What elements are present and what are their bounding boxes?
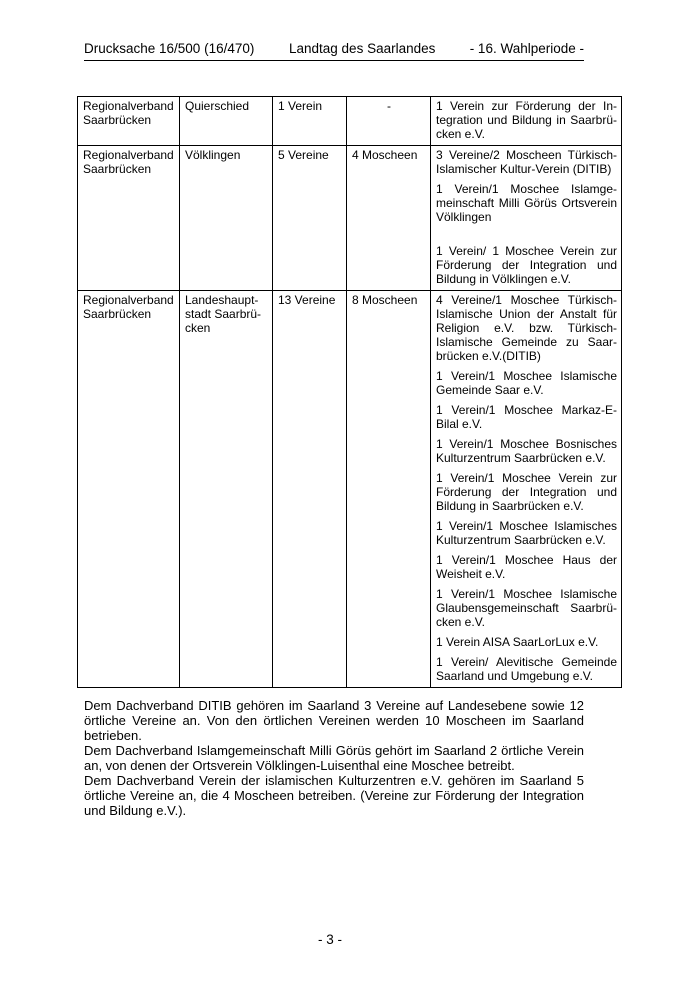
associations-cell: 13 Vereine xyxy=(273,291,347,688)
body-text xyxy=(84,698,584,818)
details-cell xyxy=(431,97,622,146)
region-cell: Regionalverband Saarbrücken xyxy=(78,291,180,688)
associations-cell: 1 Verein xyxy=(273,97,347,146)
region-cell: Regionalverband Saarbrücken xyxy=(78,97,180,146)
detail-entry: 1 Verein/ 1 Moschee Verein zur Förderung der Integration und Bildung in Völklingen e.V. xyxy=(436,244,617,286)
paragraph-vikz: Dem Dachverband Verein der islamischen Kulturzentren e.V. gehören im Saarland 5 örtliche Vereine an, die 4 Moscheen betreiben. (Vereine zur Förderung der Integration und Bildung e.V.). xyxy=(84,773,584,818)
detail-entry: 1 Verein/1 Moschee Islamisches Kulturzentrum Saarbrücken e.V. xyxy=(436,519,617,547)
detail-entry: 1 Verein zur Förderung der Integration und Bildung in Saarbrücken e.V. xyxy=(436,99,617,141)
paragraph-milli-goerues: Dem Dachverband Islamgemeinschaft Milli Görüs gehört im Saarland 2 örtliche Verein an, von denen der Ortsverein Völklingen-Luisenthal eine Moschee betreibt. xyxy=(84,743,584,773)
institution-name: Landtag des Saarlandes xyxy=(289,41,436,56)
municipality-cell: Quierschied xyxy=(180,97,273,146)
associations-cell: 5 Vereine xyxy=(273,146,347,291)
table-row xyxy=(78,291,622,688)
table-row xyxy=(78,97,622,146)
page-header xyxy=(84,40,584,61)
legislative-period: - 16. Wahlperiode - xyxy=(469,41,584,56)
detail-entry: 1 Verein/ Alevitische Gemeinde Saarland und Umgebung e.V. xyxy=(436,655,617,683)
detail-entry: 1 Verein/1 Moschee Bosnisches Kulturzentrum Saarbrücken e.V. xyxy=(436,437,617,465)
region-cell: Regionalverband Saarbrücken xyxy=(78,146,180,291)
detail-entry: 1 Verein/1 Moschee Haus der Weisheit e.V. xyxy=(436,553,617,581)
detail-entry: 1 Verein/1 Moschee Islamgemeinschaft Milli Görüs Ortsverein Völklingen xyxy=(436,182,617,224)
details-cell xyxy=(431,291,622,688)
detail-entry: 1 Verein/1 Moschee Islamische Gemeinde Saar e.V. xyxy=(436,369,617,397)
municipality-cell: Völklingen xyxy=(180,146,273,291)
mosques-cell: 8 Moscheen xyxy=(347,291,431,688)
detail-entry: 4 Vereine/1 Moschee Türkisch-Islamische Union der Anstalt für Religion e.V. bzw. Türkisch-Islamische Gemeinde zu Saarbrücken e.V.(DITIB) xyxy=(436,293,617,363)
paragraph-ditib: Dem Dachverband DITIB gehören im Saarland 3 Vereine auf Landesebene sowie 12 örtliche Vereine an. Von den örtlichen Vereinen werden 10 Moscheen im Saarland betrieben. xyxy=(84,698,584,743)
page-number: - 3 - xyxy=(317,932,342,947)
detail-entry: 1 Verein/1 Moschee Verein zur Förderung der Integration und Bildung in Saarbrücken e.V. xyxy=(436,471,617,513)
detail-entry: 1 Verein/1 Moschee Markaz-E-Bilal e.V. xyxy=(436,403,617,431)
mosques-cell: 4 Moscheen xyxy=(347,146,431,291)
details-cell xyxy=(431,146,622,291)
mosques-cell: - xyxy=(347,97,431,146)
municipality-cell: Landeshauptstadt Saarbrücken xyxy=(180,291,273,688)
table-row xyxy=(78,146,622,291)
detail-entry: 3 Vereine/2 Moscheen Türkisch-Islamischer Kultur-Verein (DITIB) xyxy=(436,148,617,176)
detail-entry: 1 Verein AISA SaarLorLux e.V. xyxy=(436,635,599,649)
detail-entry: 1 Verein/1 Moschee Islamische Glaubensgemeinschaft Saarbrücken e.V. xyxy=(436,587,617,629)
document-number: Drucksache 16/500 (16/470) xyxy=(84,41,255,56)
mosque-association-table xyxy=(77,96,622,688)
